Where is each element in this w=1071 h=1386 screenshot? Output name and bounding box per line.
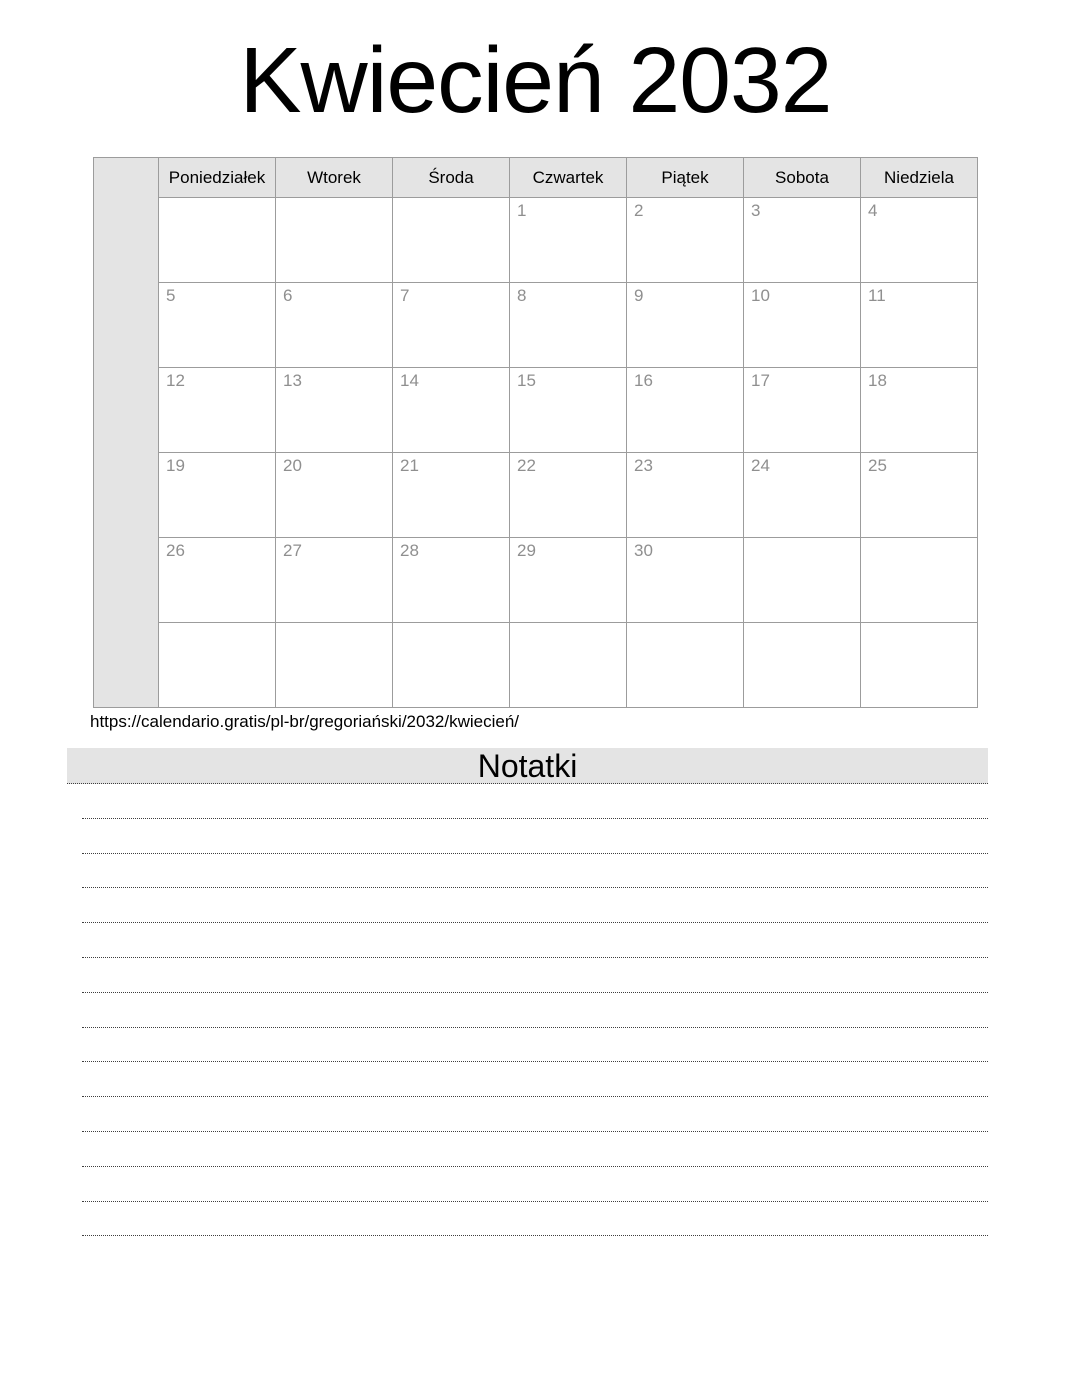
day-cell-16: 16 (627, 368, 744, 453)
day-cell-12: 12 (159, 368, 276, 453)
calendar-week-row (94, 623, 978, 708)
day-cell-27: 27 (276, 538, 393, 623)
day-cell-empty (744, 623, 861, 708)
calendar-week-row (94, 538, 978, 623)
day-cell-empty (159, 623, 276, 708)
calendar-body (94, 158, 978, 708)
day-cell-empty (393, 198, 510, 283)
day-cell-24: 24 (744, 453, 861, 538)
day-cell-3: 3 (744, 198, 861, 283)
calendar-week-row (94, 283, 978, 368)
day-cell-6: 6 (276, 283, 393, 368)
calendar-week-row (94, 198, 978, 283)
calendar-week-row (94, 368, 978, 453)
day-header-5: Sobota (744, 158, 861, 198)
day-cell-empty (159, 198, 276, 283)
notes-section (67, 748, 988, 1236)
note-line (82, 888, 988, 923)
day-cell-empty (627, 623, 744, 708)
note-line (82, 993, 988, 1028)
day-cell-4: 4 (861, 198, 978, 283)
page-title: Kwiecień 2032 (239, 28, 832, 132)
day-cell-25: 25 (861, 453, 978, 538)
day-cell-29: 29 (510, 538, 627, 623)
day-cell-22: 22 (510, 453, 627, 538)
day-cell-19: 19 (159, 453, 276, 538)
day-cell-empty (744, 538, 861, 623)
day-cell-empty (276, 198, 393, 283)
day-header-1: Wtorek (276, 158, 393, 198)
notes-title: Notatki (477, 748, 578, 784)
day-cell-empty (510, 623, 627, 708)
day-cell-13: 13 (276, 368, 393, 453)
notes-lines (82, 784, 988, 1236)
note-line (82, 819, 988, 854)
day-header-4: Piątek (627, 158, 744, 198)
note-line (82, 1028, 988, 1063)
day-header-3: Czwartek (510, 158, 627, 198)
day-cell-8: 8 (510, 283, 627, 368)
day-cell-empty (861, 538, 978, 623)
calendar-table (93, 157, 978, 708)
week-gutter-column (94, 158, 159, 708)
day-header-0: Poniedziałek (159, 158, 276, 198)
day-cell-2: 2 (627, 198, 744, 283)
calendar-week-row (94, 453, 978, 538)
day-cell-11: 11 (861, 283, 978, 368)
note-line (82, 1097, 988, 1132)
note-line (82, 958, 988, 993)
day-cell-7: 7 (393, 283, 510, 368)
day-cell-14: 14 (393, 368, 510, 453)
note-line (82, 1167, 988, 1202)
note-line (82, 784, 988, 819)
source-url: https://calendario.gratis/pl-br/gregoriański/2032/kwiecień/ (90, 712, 520, 731)
notes-header (67, 748, 988, 784)
day-cell-17: 17 (744, 368, 861, 453)
day-cell-30: 30 (627, 538, 744, 623)
day-cell-18: 18 (861, 368, 978, 453)
day-cell-20: 20 (276, 453, 393, 538)
day-cell-26: 26 (159, 538, 276, 623)
day-cell-5: 5 (159, 283, 276, 368)
day-cell-empty (276, 623, 393, 708)
note-line (82, 923, 988, 958)
day-header-2: Środa (393, 158, 510, 198)
day-cell-21: 21 (393, 453, 510, 538)
note-line (82, 1132, 988, 1167)
note-line (82, 1202, 988, 1237)
day-cell-15: 15 (510, 368, 627, 453)
day-cell-23: 23 (627, 453, 744, 538)
note-line (82, 1062, 988, 1097)
note-line (82, 854, 988, 889)
day-cell-empty (393, 623, 510, 708)
day-cell-9: 9 (627, 283, 744, 368)
day-cell-1: 1 (510, 198, 627, 283)
day-cell-28: 28 (393, 538, 510, 623)
calendar-header-row (94, 158, 978, 198)
day-header-6: Niedziela (861, 158, 978, 198)
day-cell-10: 10 (744, 283, 861, 368)
day-cell-empty (861, 623, 978, 708)
